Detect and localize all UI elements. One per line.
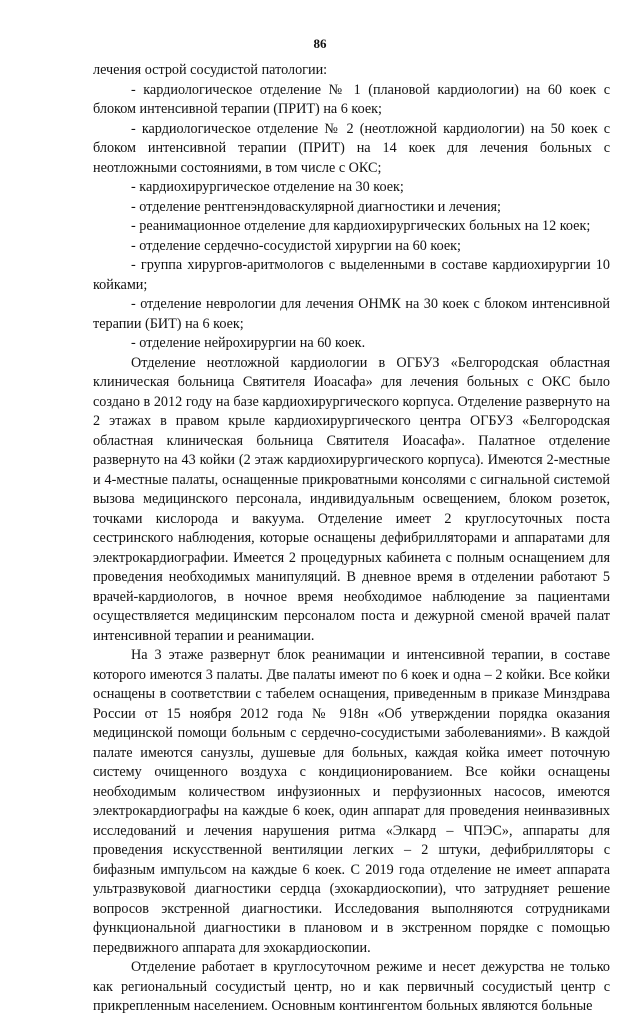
paragraph-operations: Отделение работает в круглосуточном режиме и несет дежурства не только как региональный сосудистый центр, но и как первичный сосудистый центр с прикрепленным населением. Основным контингентом больных являются больные bbox=[93, 959, 610, 1014]
list-item: - отделение сердечно-сосудистой хирургии на 60 коек; bbox=[131, 237, 461, 254]
list-item: - отделение неврологии для лечения ОНМК на 30 коек с блоком интенсивной терапии (БИТ) на 6 коек; bbox=[93, 296, 610, 332]
list-item: - кардиологическое отделение № 2 (неотложной кардиологии) на 50 коек с блоком интенсивной терапии (ПРИТ) на 14 коек для лечения больных с неотложными состояниями, в том числе с ОКС; bbox=[93, 120, 610, 176]
list-item: - отделение рентгенэндоваскулярной диагностики и лечения; bbox=[131, 198, 501, 215]
page-number: 86 bbox=[313, 36, 327, 51]
paragraph-department: Отделение неотложной кардиологии в ОГБУЗ «Белгородская областная клиническая больница Святителя Иоасафа» для лечения больных с ОКС было создано в 2012 году на базе кардиохирургического корпуса. Отделение развернуто на 2 этажах в правом крыле кардиохирургического центра ОГБУЗ «Белгородская областная клиническая больница Святителя Иоасафа». Палатное отделение развернуто на 43 койки (2 этаж кардиохирургического корпуса). Имеются 2-местные и 4-местные палаты, оснащенные прикроватными консолями с сигнальной системой вызова медицинского персонала, индивидуальным освещением, блоком розеток, точками кислорода и вакуума. Отделение имеет 2 круглосуточных поста сестринского наблюдения, которые оснащены дефибрилляторами и аппаратами для электрокардиографии. Имеется 2 процедурных кабинета с полным оснащением для проведения необходимых манипуляций. В дневное время в отделении работают 5 врачей-кардиологов, в ночное время необходимое наблюдение за пациентами осуществляется медицинским персоналом поста и дежурной сменой врачей палат интенсивной терапии и реанимации. bbox=[93, 354, 610, 644]
list-item: - отделение нейрохирургии на 60 коек. bbox=[131, 335, 366, 351]
list-item: - реанимационное отделение для кардиохирургических больных на 12 коек; bbox=[131, 218, 591, 234]
list-item: - кардиохирургическое отделение на 30 коек; bbox=[131, 179, 404, 195]
paragraph-icu-block: На 3 этаже развернут блок реанимации и интенсивной терапии, в составе которого имеются 3 палаты. Две палаты имеют по 6 коек и одна – 2 койки. Все койки оснащены в соответствии с табелем оснащения, приведенным в приказе Минздрава России от 15 ноября 2012 года № 918н «Об утверждении порядка оказания медицинской помощи больным с сердечно-сосудистыми заболеваниями». В каждой палате имеются санузлы, душевые для больных, каждая койка имеет поточную систему очищенного воздуха с кондиционированием. Все койки оснащены необходимым количеством инфузионных и перфузионных насосов, имеются электрокардиографы на каждые 6 коек, один аппарат для проведения неинвазивных исследований и лечения нарушения ритма «Элкард – ЧПЭС», аппараты для проведения искусственной вентиляции легких – 2 штуки, дефибрилляторы с бифазным импульсом на каждые 6 коек. С 2019 года отделение не имеет аппарата ультразвуковой диагностики сердца (эхокардиоскопии), что затрудняет решение вопросов экстренной диагностики. Исследования выполняются сотрудниками функциональной диагностики в плановом и в экстренном порядке с помощью передвижного аппарата для эхокардиоскопии. bbox=[93, 647, 610, 956]
intro-line: лечения острой сосудистой патологии: bbox=[93, 62, 328, 78]
list-item: - кардиологическое отделение № 1 (плановой кардиологии) на 60 коек с блоком интенсивной терапии (ПРИТ) на 6 коек; bbox=[93, 81, 610, 117]
document-body bbox=[93, 61, 610, 1017]
list-item: - группа хирургов-аритмологов с выделенными в составе кардиохирургии 10 койками; bbox=[93, 257, 610, 293]
